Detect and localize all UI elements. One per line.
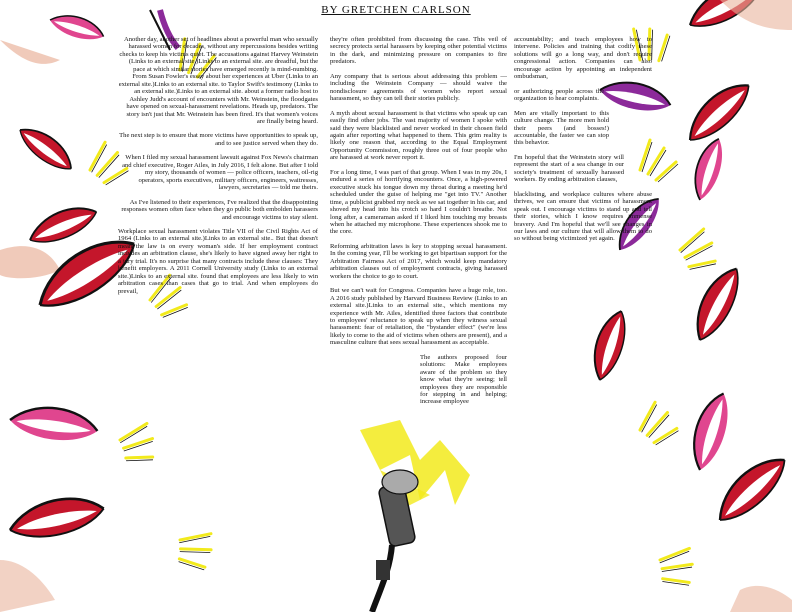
article-column-3: [514, 36, 652, 250]
paragraph: Workplace sexual harassment violates Title VII of the Civil Rights Act of 1964 (Links to an external site.)Links to an external site.. But that doesn't mean the law is on every woman's side. If her employment contract includes an arbitration clause, she's likely to have signed away her right to a jury trial. It's no surprise that many contracts include these clauses: They benefit employers. A 2011 Cornell University study (Links to an external site.)Links to an external site. found that employees are less likely to win arbitration cases than cases that go to trial. And when employees do prevail,: [118, 227, 318, 295]
paragraph: I'm hopeful that the Weinstein story will represent the start of a sea change in our society's treatment of sexually harassed workers. By ending arbitration clauses,: [514, 153, 624, 184]
paragraph: When I filed my sexual harassment lawsuit against Fox News's chairman and chief executive, Roger Ailes, in July 2016, I felt alone. But after I told my story, thousands of women — police officers, teachers, oil-rig operators, sports executives, military officers, engineers, waitresses, lawyers, secretaries — told me theirs.: [122, 154, 318, 192]
paragraph: accountability; and teach employees how to intervene. Policies and training that codify these solutions will go a long way, and don't require congressional action. Companies can also encourage action by appointing an independent ombudsman,: [514, 36, 652, 81]
paragraph: or authorizing people across the organization to hear complaints.: [514, 87, 604, 103]
paragraph: For a long time, I was part of that group. When I was in my 20s, I endured a series of horrifying encounters. Once, a high-powered executive stuck his tongue down my throat during a meeting he'd scheduled under the guise of helping me "get into TV." Another time, a publicist grabbed my neck as we sat together in his car, and shoved my head into his crotch so hard I couldn't breathe. Not long after, a cameraman asked if I liked him touching my breasts when he attached my microphone. These experiences shook me to the core.: [330, 168, 507, 236]
paragraph: The next step is to ensure that more victims have opportunities to speak up, and to see justice served when they do.: [119, 132, 318, 147]
article-column-2: [330, 36, 507, 413]
article-column-1: [118, 36, 318, 302]
paragraph: blacklisting, and workplace cultures where abuse thrives, we can ensure that victims of harassment speak out. I encourage victims to stand up and tell their stories, which I know requires immense bravery. And I'm hopeful that we'll see changes in our laws and our culture that will allow them to do so without being victimized yet again.: [514, 190, 652, 243]
paragraph: But we can't wait for Congress. Companies have a huge role, too. A 2016 study published by Harvard Business Review (Links to an external site.)Links to an external site., which mentions my experience with Mr. Ailes, identified three factors that contribute to employees' reluctance to speak up when they witness sexual harassment: fear of retaliation, the "bystander effect" (we're less likely to come to the aid of victims when others are present), and a masculine culture that sees sexual harassment as acceptable.: [330, 287, 507, 347]
paragraph: they're often prohibited from discussing the case. This veil of secrecy protects serial harassers by keeping other potential victims in the dark, and minimizing pressure on companies to fire predators.: [330, 36, 507, 66]
paragraph: The authors proposed four solutions: Make employees aware of the problem so they know what they're seeing; tell employees they are responsible for stepping in and helping; increase employee: [420, 353, 507, 406]
byline: BY GRETCHEN CARLSON: [321, 4, 471, 16]
paragraph: Men are vitally important to this culture change. The more men hold their peers (and bosses!) accountable, the faster we can stop this behavior.: [514, 109, 609, 147]
paragraph: Another day, another set of headlines about a powerful man who sexually harassed women for decades, without any repercussions besides writing checks to keep his victims quiet. The accusations against Harvey Weinstein (Links to an external site.)Links to an external site. are dreadful, but the pace at which similar stories have emerged recently is mind-numbing. From Susan Fowler's essay about her experiences at Uber (Links to an external site.)Links to an external site. to Taylor Swift's testimony (Links to an external site.)Links to an external site. about a former radio host to Ashley Judd's account of encounters with Mr. Weinstein, the floodgates have opened on sexual-harassment revelations. Heads up, predators. The story isn't just that Mr. Weinstein has been fired. It's that women's voices are finally being heard.: [118, 36, 318, 125]
paragraph: As I've listened to their experiences, I've realized that the disappointing responses women often face when they go public both embolden harassers and encourage victims to stay silent.: [121, 198, 318, 221]
paragraph: Reforming arbitration laws is key to stopping sexual harassment. In the coming year, I'll be working to get bipartisan support for the Arbitration Fairness Act of 2017, which would keep mandatory arbitration clauses out of employment contracts, giving harassed workers the choice to go to court.: [330, 242, 507, 280]
paragraph: Any company that is serious about addressing this problem — including the Weinstein Company — should waive the nondisclosure agreements of women who report sexual harassment, so they can tell their stories publicly.: [330, 72, 507, 103]
paragraph: A myth about sexual harassment is that victims who speak up can easily find other jobs. The vast majority of women I spoke with said they were blacklisted and never worked in their chosen field again after reporting what happened to them. This grim reality is likely one reason that, according to the Equal Employment Opportunity Commission, roughly three out of four people who are harassed at work never report it.: [330, 109, 507, 162]
microphone-illustration: [360, 420, 470, 612]
